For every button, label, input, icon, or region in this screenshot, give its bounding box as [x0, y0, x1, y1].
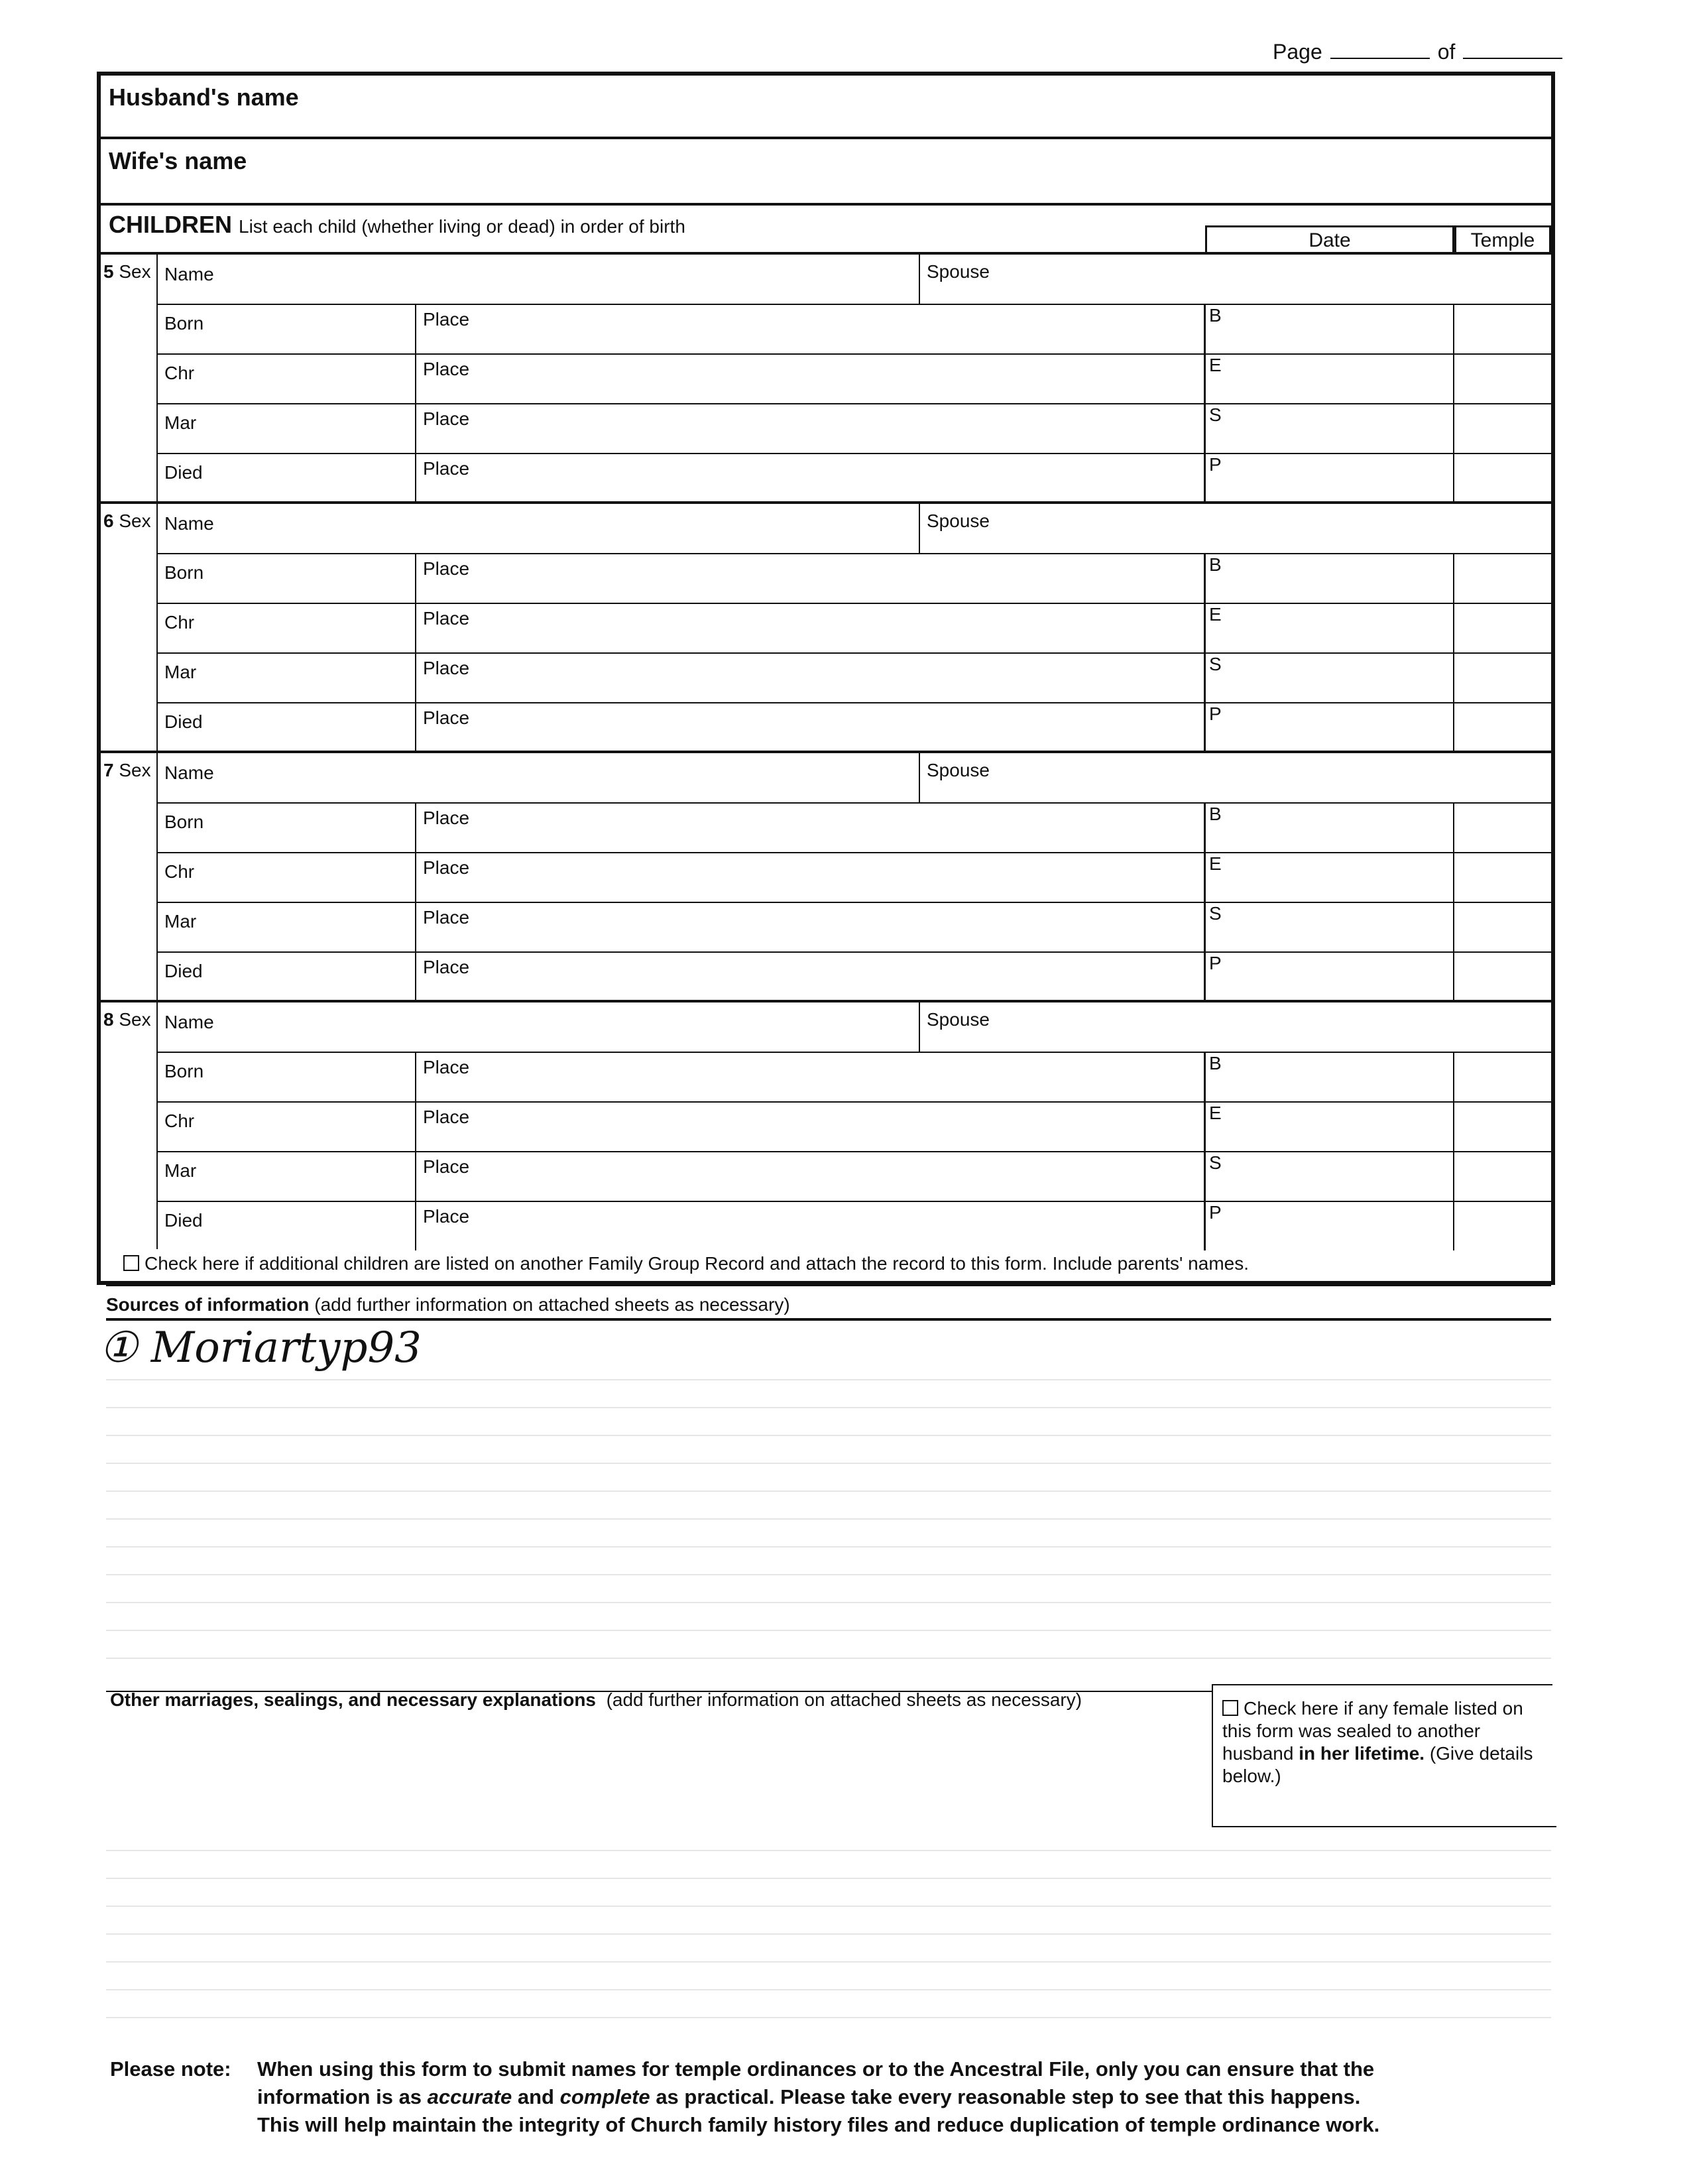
of-label: of — [1437, 40, 1456, 64]
ordinance-letter: E — [1209, 604, 1222, 625]
ruled-line — [106, 1546, 1551, 1547]
name-label: Name — [164, 513, 214, 534]
ruled-line — [106, 1574, 1551, 1575]
husband-row[interactable] — [101, 76, 1551, 139]
wife-label: Wife's name — [109, 147, 247, 174]
place-label: Place — [423, 309, 470, 330]
ruled-line — [106, 1490, 1551, 1492]
ruled-line — [106, 1906, 1551, 1907]
event-row[interactable] — [156, 353, 1551, 404]
ordinance-letter: B — [1209, 1053, 1222, 1073]
event-label: Mar — [164, 412, 197, 433]
place-label: Place — [423, 1057, 470, 1077]
event-label: Died — [164, 1210, 203, 1231]
event-label: Died — [164, 961, 203, 981]
ruled-line — [106, 1602, 1551, 1603]
ruled-line — [106, 2017, 1551, 2018]
event-label: Born — [164, 313, 204, 334]
name-label: Name — [164, 1012, 214, 1032]
accurate-word: accurate — [427, 2085, 512, 2108]
sex-column[interactable] — [101, 255, 158, 501]
child-name-row[interactable] — [156, 255, 1551, 305]
sources-hint: (add further information on attached sheets as necessary) — [314, 1294, 790, 1315]
child-block — [101, 252, 1551, 501]
ordinance-letter: B — [1209, 804, 1222, 824]
event-row[interactable] — [156, 1151, 1551, 1202]
ordinance-letter: S — [1209, 404, 1222, 425]
ordinance-letter: B — [1209, 305, 1222, 326]
ordinance-letter: E — [1209, 355, 1222, 375]
event-label: Born — [164, 812, 204, 832]
event-row[interactable] — [156, 403, 1551, 454]
wife-row[interactable] — [101, 139, 1551, 206]
place-label: Place — [423, 957, 470, 977]
sex-column[interactable] — [101, 753, 158, 1000]
of-field[interactable] — [1463, 58, 1562, 59]
family-group-form — [97, 72, 1555, 1285]
please-note-line3: This will help maintain the integrity of Church family history files and reduce duplication of temple ordinance work. — [257, 2113, 1380, 2136]
child-name-row[interactable] — [156, 504, 1551, 554]
page-field[interactable] — [1330, 58, 1430, 59]
event-row[interactable] — [156, 453, 1551, 503]
additional-children-text: Check here if additional children are listed on another Family Group Record and attach the record to this form. Include parents' names. — [145, 1253, 1249, 1274]
ruled-line — [106, 1933, 1551, 1935]
event-label: Born — [164, 562, 204, 583]
ordinance-letter: P — [1209, 1202, 1222, 1223]
ordinance-letter: S — [1209, 903, 1222, 924]
divider — [1212, 1826, 1556, 1827]
name-label: Name — [164, 264, 214, 284]
sources-handwritten-entry[interactable]: ① Moriartyp93 — [99, 1323, 422, 1372]
event-label: Chr — [164, 612, 195, 633]
place-label: Place — [423, 608, 470, 629]
ordinance-letter: E — [1209, 853, 1222, 874]
place-label: Place — [423, 808, 470, 828]
place-label: Place — [423, 408, 470, 429]
sex-column[interactable] — [101, 1002, 158, 1249]
event-row[interactable] — [156, 951, 1551, 1001]
ordinance-letter: E — [1209, 1103, 1222, 1123]
ordinance-letter: P — [1209, 454, 1222, 475]
ordinance-letter: S — [1209, 1152, 1222, 1173]
event-row[interactable] — [156, 802, 1551, 853]
name-label: Name — [164, 762, 214, 783]
complete-word: complete — [559, 2085, 650, 2108]
event-label: Chr — [164, 363, 195, 383]
spouse-label: Spouse — [927, 1009, 990, 1030]
event-row[interactable] — [156, 1052, 1551, 1103]
female-sealing-box — [1212, 1684, 1552, 1827]
place-label: Place — [423, 558, 470, 579]
event-label: Died — [164, 711, 203, 732]
ruled-line — [106, 1463, 1551, 1464]
ruled-line — [106, 1658, 1551, 1659]
divider — [106, 1318, 1551, 1321]
event-label: Mar — [164, 1160, 197, 1181]
child-block — [101, 501, 1551, 751]
additional-children-checkbox[interactable] — [123, 1255, 139, 1271]
event-row[interactable] — [156, 652, 1551, 703]
place-label: Place — [423, 658, 470, 678]
place-label: Place — [423, 458, 470, 479]
event-row[interactable] — [156, 702, 1551, 752]
ruled-line — [106, 1989, 1551, 1990]
ruled-line — [106, 1407, 1551, 1408]
page-label: Page — [1273, 40, 1322, 64]
page-number — [1273, 40, 1570, 64]
child-block — [101, 751, 1551, 1000]
event-row[interactable] — [156, 304, 1551, 355]
place-label: Place — [423, 1156, 470, 1177]
child-number: 7 Sex — [103, 760, 151, 780]
event-label: Chr — [164, 1111, 195, 1131]
husband-label: Husband's name — [109, 84, 299, 111]
other-marriages-label: Other marriages, sealings, and necessary explanations (add further information on attached sheets as necessary) — [110, 1689, 1082, 1710]
spouse-label: Spouse — [927, 760, 990, 780]
children-title: CHILDREN List each child (whether living or dead) in order of birth — [109, 211, 685, 238]
please-note-lead: Please note: — [110, 2057, 231, 2081]
please-note-line1: When using this form to submit names for temple ordinances or to the Ancestral File, only you can ensure that the — [257, 2057, 1375, 2081]
please-note-line2: information is as accurate and complete as practical. Please take every reasonable step to see that this happens. — [257, 2085, 1361, 2108]
female-sealing-details: (Give details below.) — [1222, 1743, 1533, 1786]
spouse-label: Spouse — [927, 261, 990, 282]
ruled-line — [106, 1630, 1551, 1631]
sex-column[interactable] — [101, 504, 158, 751]
event-row[interactable] — [156, 1201, 1551, 1250]
event-label: Died — [164, 462, 203, 483]
ruled-line — [106, 1379, 1551, 1380]
event-row[interactable] — [156, 852, 1551, 903]
event-label: Born — [164, 1061, 204, 1081]
ruled-line — [106, 1961, 1551, 1963]
event-row[interactable] — [156, 553, 1551, 604]
event-row[interactable] — [156, 902, 1551, 953]
additional-children-note — [123, 1253, 1249, 1274]
children-subtitle: List each child (whether living or dead) in order of birth — [239, 216, 685, 237]
ordinance-letter: P — [1209, 953, 1222, 973]
place-label: Place — [423, 857, 470, 878]
temple-column-header: Temple — [1454, 225, 1551, 255]
child-number: 6 Sex — [103, 511, 151, 531]
place-label: Place — [423, 1206, 470, 1227]
child-block — [101, 1000, 1551, 1249]
child-number: 5 Sex — [103, 261, 151, 282]
child-name-row[interactable] — [156, 753, 1551, 804]
place-label: Place — [423, 1107, 470, 1127]
ruled-line — [106, 1435, 1551, 1436]
event-label: Chr — [164, 861, 195, 882]
other-marriages-hint: (add further information on attached sheets as necessary) — [606, 1689, 1082, 1710]
date-column-header: Date — [1205, 225, 1454, 255]
please-note-body — [257, 2055, 1550, 2139]
spouse-label: Spouse — [927, 511, 990, 531]
female-sealing-text: Check here if any female listed on this form was sealed to another husband — [1222, 1698, 1523, 1764]
ordinance-letter: S — [1209, 654, 1222, 674]
ruled-line — [106, 1878, 1551, 1879]
female-sealing-bold: in her lifetime. — [1299, 1743, 1425, 1764]
event-row[interactable] — [156, 603, 1551, 654]
place-label: Place — [423, 707, 470, 728]
event-label: Mar — [164, 662, 197, 682]
ruled-line — [106, 1518, 1551, 1520]
female-sealing-checkbox[interactable] — [1222, 1700, 1238, 1716]
child-number: 8 Sex — [103, 1009, 151, 1030]
event-row[interactable] — [156, 1101, 1551, 1152]
event-label: Mar — [164, 911, 197, 932]
ordinance-letter: P — [1209, 703, 1222, 724]
place-label: Place — [423, 907, 470, 928]
sources-label: Sources of information (add further information on attached sheets as necessary) — [106, 1294, 790, 1315]
divider — [106, 1284, 1551, 1286]
child-name-row[interactable] — [156, 1002, 1551, 1053]
place-label: Place — [423, 359, 470, 379]
ordinance-letter: B — [1209, 554, 1222, 575]
ruled-line — [106, 1850, 1551, 1851]
